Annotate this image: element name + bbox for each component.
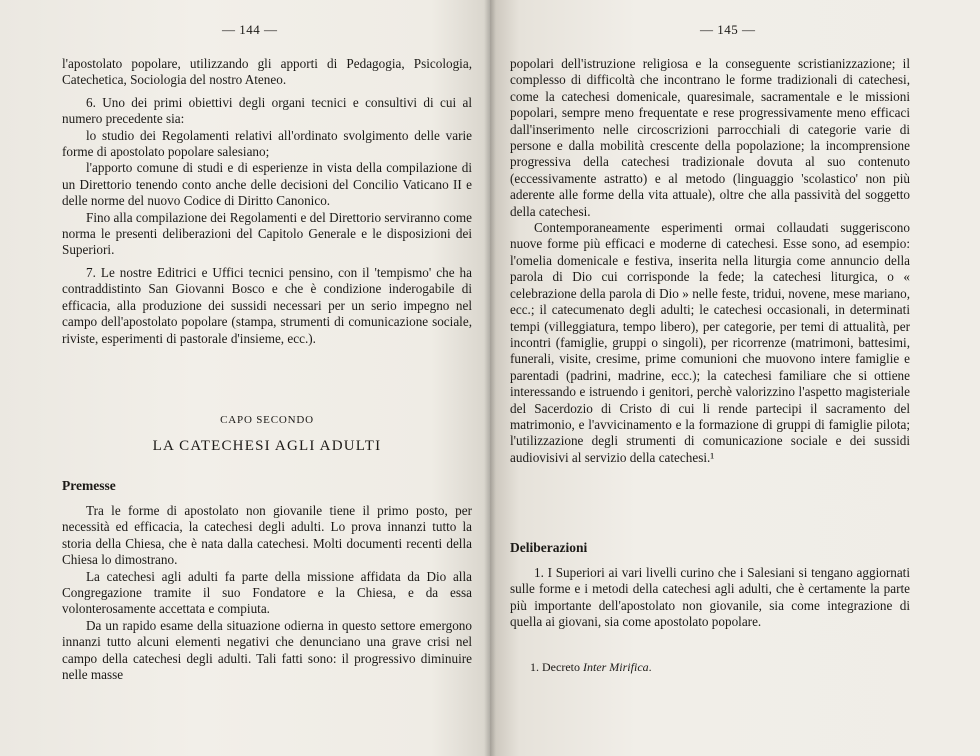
right-bottom-text <box>510 565 910 631</box>
paragraph: 7. Le nostre Editrici e Uffici tecnici pensino, con il 'tempismo' che ha contraddistinto San Giovanni Bosco e che è condizione inderogabile di efficacia, alla produzione dei sussidi necessari per un serio impegno nel campo dell'apostolato popolare (stampa, strumenti di comunicazione sociale, riviste, esperimenti di pastorale d'insieme, ecc.). <box>62 264 472 346</box>
paragraph: l'apporto comune di studi e di esperienze in vista della compilazione di un Direttorio tenendo conto anche delle decisioni del Concilio Vaticano II e delle norme del nuovo Codice di Diritto Canonico. <box>62 160 472 209</box>
left-bottom-text <box>62 503 472 683</box>
chapter-title: LA CATECHESI AGLI ADULTI <box>152 438 382 454</box>
paragraph: l'apostolato popolare, utilizzando gli apporti di Pedagogia, Psicologia, Catechetica, Sociologia del nostro Ateneo. <box>62 56 472 88</box>
footnote-suffix: . <box>648 660 652 674</box>
section-heading-deliberazioni: Deliberazioni <box>510 540 588 555</box>
paragraph: Tra le forme di apostolato non giovanile tiene il primo posto, per necessità ed efficacia, la catechesi degli adulti. Lo prova innanzi tutto la storia della Chiesa, che è nata dalla catechesi. Molti documenti recenti della Chiesa lo dimostrano. <box>62 503 472 568</box>
right-page <box>490 0 980 756</box>
footnote-italic: Inter Mirifica <box>582 660 649 674</box>
right-top-text <box>510 56 910 466</box>
paragraph: popolari dell'istruzione religiosa e la conseguente scristianizzazione; il complesso di difficoltà che incontrano le forme tradizionali di catechesi, come la catechesi domenicale, quaresimale, sacramentale e le missioni popolari, sempre meno frequentate e rese progressivamente meno efficaci dall'inserimento nelle circoscrizioni parrocchiali di categorie varie di persone e dalla mobilità crescente della popolazione; la incomprensione progressiva della catechesi tradizionale dovuta al suo contenuto (eccessivamente astratto) e al metodo (linguaggio 'scolastico' non più aderente alle forme della vita attuale), oltre che alla passività del soggetto della catechesi. <box>510 56 910 219</box>
book-gutter <box>484 0 496 756</box>
page-number-right: — 145 — <box>700 22 756 37</box>
footnote <box>530 660 652 675</box>
paragraph: 6. Uno dei primi obiettivi degli organi tecnici e consultivi di cui al numero precedente sia: <box>62 94 472 127</box>
page-number-left: — 144 — <box>222 22 278 37</box>
footnote-prefix: 1. Decreto <box>530 660 583 674</box>
paragraph: 1. I Superiori ai vari livelli curino che i Salesiani si tengano aggiornati sulle forme e i metodi della catechesi agli adulti, che è certamente la parte più importante dell'apostolato non giovanile, sia come integrazione di quella ai giovani, sia come apostolato popolare. <box>510 565 910 630</box>
paragraph: Da un rapido esame della situazione odierna in questo settore emergono innanzi tutto alcuni elementi negativi che denunciano una grave crisi nel campo della catechesi degli adulti. Tali fatti sono: il progressivo diminuire nelle masse <box>62 617 472 683</box>
paragraph: Contemporaneamente esperimenti ormai collaudati suggeriscono nuove forme più efficaci e moderne di catechesi. Esse sono, ad esempio: l'omelia domenicale e festiva, inserita nella liturgia come annuncio della parola di Dio cui corrisponde la fede; la catechesi liturgica, o « celebrazione della parola di Dio » nelle feste, tridui, novene, mese mariano, ecc.; il catecumenato degli adulti; le catechesi occasionali, in determinati tempi (villeggiatura, tempo libero), per categorie, per temi di attualità, per incontri (famiglie, gruppi o singoli), per ricorrenze (matrimoni, battesimi, funerali, visite, cresime, prime comunioni che muovono intere famiglie e parentadi (padrini, madrine, ecc.); la catechesi familiare che si ottiene interessando e istruendo i genitori, perchè valorizzino l'aspetto magisteriale del Sacerdozio di Cristo di cui li rende partecipi il sacramento del matrimonio, e l'avvicinamento e la formazione di gruppi di famiglie pilota; l'utilizzazione degli strumenti di comunicazione sociale e dei sussidi audiovisivi al servizio della catechesi.¹ <box>510 220 910 465</box>
section-heading-premesse: Premesse <box>62 478 116 493</box>
paragraph: lo studio dei Regolamenti relativi all'ordinato svolgimento delle varie forme di apostolato popolare salesiano; <box>62 127 472 160</box>
paragraph: La catechesi agli adulti fa parte della missione affidata da Dio alla Congregazione tramite il suo Fondatore e la Chiesa, e da essa volonterosamente accettata e compiuta. <box>62 568 472 617</box>
chapter-label: CAPO SECONDO <box>220 414 314 426</box>
left-top-text <box>62 56 472 347</box>
paragraph: Fino alla compilazione dei Regolamenti e del Direttorio serviranno come norma le presenti deliberazioni del Capitolo Generale e le disposizioni dei Superiori. <box>62 209 472 258</box>
